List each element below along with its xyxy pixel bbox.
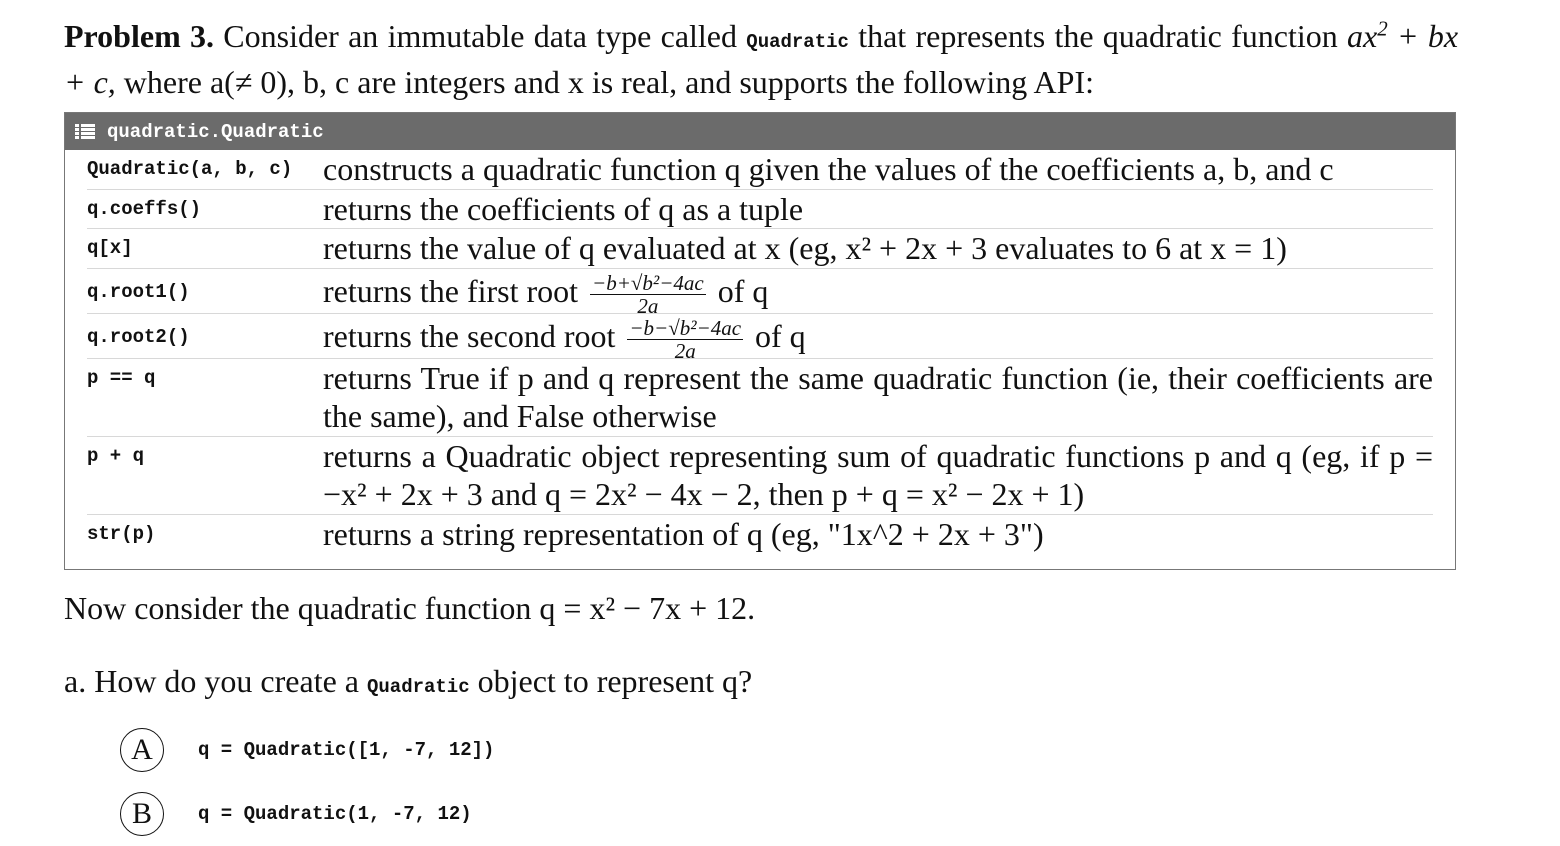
api-description: returns a string representation of q (eg, "1x^2 + 2x + 3") (323, 516, 1044, 552)
api-row (87, 359, 1433, 437)
api-signature: str(p) (87, 523, 156, 545)
option-b-circle[interactable]: B (120, 792, 164, 836)
api-description: returns a Quadratic object representing sum of quadratic functions p and q (eg, if p = −x² + 2x + 3 and q = 2x² − 4x − 2, then p + q = x² − 2x + 1) (323, 438, 1433, 512)
option-a-code: q = Quadratic([1, -7, 12]) (198, 739, 495, 761)
root1-formula (590, 270, 706, 318)
root1-text-end: of q (717, 273, 769, 309)
api-row (87, 269, 1433, 318)
problem-text-2: that represents the quadratic function (858, 18, 1338, 54)
api-description: returns the value of q evaluated at x (eg, x² + 2x + 3 evaluates to 6 at x = 1) (323, 230, 1287, 266)
api-signature: q.coeffs() (87, 198, 202, 220)
root2-text: returns the second root (323, 318, 616, 354)
api-description: constructs a quadratic function q given the values of the coefficients a, b, and c (323, 151, 1334, 187)
api-row (87, 150, 1433, 190)
function-expression: $ax^2$ + bx + c, (64, 16, 1459, 100)
api-row (87, 314, 1433, 363)
api-table (64, 112, 1456, 570)
api-description (323, 314, 1433, 363)
api-header-title: quadratic.Quadratic (107, 120, 324, 143)
api-signature: q.root2() (87, 326, 190, 348)
type-name-code: Quadratic (746, 31, 849, 53)
api-row (87, 515, 1433, 555)
problem-text-3: where a(≠ 0), b, c are integers and x is real, and supports the following API: (123, 64, 1094, 100)
api-row (87, 229, 1433, 269)
root2-text-end: of q (755, 318, 806, 354)
api-signature: p + q (87, 445, 145, 467)
api-description: returns the coefficients of q as a tuple (323, 191, 804, 227)
root1-numerator: −b+√b²−4ac (592, 270, 704, 295)
api-signature: q.root1() (87, 281, 190, 303)
api-signature: q[x] (87, 237, 133, 259)
root1-denominator: 2a (637, 293, 659, 318)
api-signature: Quadratic(a, b, c) (87, 158, 293, 180)
option-b-code: q = Quadratic(1, -7, 12) (198, 803, 472, 825)
question-label: a. (64, 663, 87, 699)
list-icon (75, 124, 95, 140)
option-b[interactable] (120, 792, 472, 836)
root2-numerator: −b−√b²−4ac (629, 315, 742, 340)
problem-statement (64, 16, 1458, 102)
option-a[interactable] (120, 728, 494, 772)
api-header (65, 113, 1455, 150)
api-description: returns True if p and q represent the same quadratic function (ie, their coefficients are the same), and False otherwise (323, 360, 1433, 434)
root2-denominator: 2a (674, 338, 696, 363)
api-row (87, 437, 1433, 515)
question-text-1: How do you create a (94, 663, 359, 699)
now-consider-text: Now consider the quadratic function q = x² − 7x + 12. (64, 590, 756, 626)
problem-label: Problem 3. (64, 18, 214, 54)
api-description (323, 269, 1433, 318)
root2-formula (627, 315, 743, 363)
root1-text: returns the first root (323, 273, 579, 309)
api-rows (65, 150, 1455, 555)
problem-text-1: Consider an immutable data type called (223, 18, 738, 54)
question-a (64, 661, 752, 707)
question-type-code: Quadratic (366, 676, 470, 698)
api-signature: p == q (87, 367, 156, 389)
api-row (87, 190, 1433, 229)
question-text-2: object to represent q? (477, 663, 753, 699)
option-a-circle[interactable]: A (120, 728, 164, 772)
